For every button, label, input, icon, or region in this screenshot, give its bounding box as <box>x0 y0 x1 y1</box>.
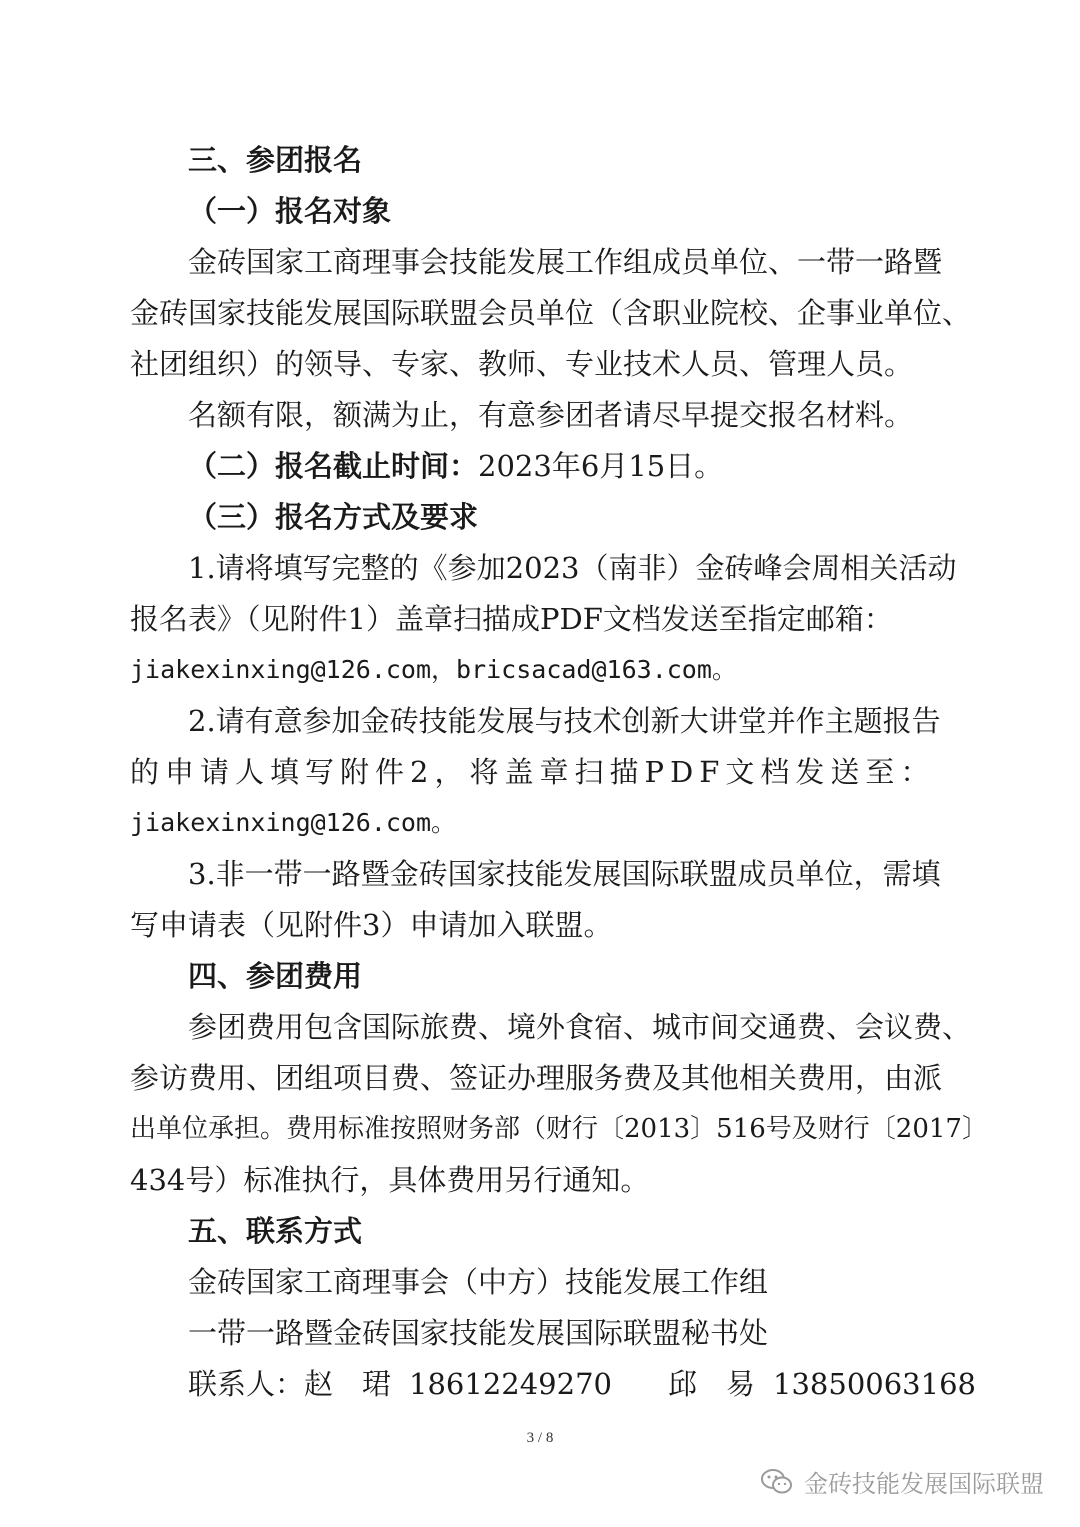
deadline-label: （二）报名截止时间： <box>188 449 479 483</box>
paragraph-line: 3.非一带一路暨金砖国家技能发展国际联盟成员单位，需填 <box>188 857 941 891</box>
deadline-value: 2023年6月15日。 <box>478 449 724 483</box>
contact-person-phone: 18612249270 <box>409 1367 612 1401</box>
paragraph-line: 报名表》（见附件1）盖章扫描成PDF文档发送至指定邮箱： <box>130 602 893 636</box>
paragraph-line: 434号）标准执行，具体费用另行通知。 <box>130 1163 650 1197</box>
subheading-registration-target: （一）报名对象 <box>188 194 392 228</box>
contact-person-name: 邱 易 <box>668 1367 756 1401</box>
paragraph-line: 的申请人填写附件2，将盖章扫描PDF文档发送至： <box>130 755 936 789</box>
paragraph-line: 参访费用、团组项目费、签证办理服务费及其他相关费用，由派 <box>130 1061 943 1095</box>
email-address: jiakexinxing@126.com。 <box>130 808 457 837</box>
paragraph-line: 出单位承担。费用标准按照财务部（财行〔2013〕516号及财行〔2017〕 <box>130 1114 988 1144</box>
paragraph-line: 写申请表（见附件3）申请加入联盟。 <box>130 908 613 942</box>
section-heading-registration: 三、参团报名 <box>188 143 363 177</box>
contact-persons <box>188 1364 1018 1404</box>
section-heading-contact: 五、联系方式 <box>188 1214 363 1248</box>
wechat-watermark <box>760 1464 1044 1499</box>
section-heading-fees: 四、参团费用 <box>188 959 363 993</box>
paragraph-line: 1.请将填写完整的《参加2023（南非）金砖峰会周相关活动 <box>188 551 957 585</box>
paragraph-line: 2.请有意参加金砖技能发展与技术创新大讲堂并作主题报告 <box>188 704 941 738</box>
paragraph-line: 参团费用包含国际旅费、境外食宿、城市间交通费、会议费、 <box>188 1010 972 1044</box>
wechat-icon <box>760 1468 794 1496</box>
email-addresses: jiakexinxing@126.com，bricsacad@163.com。 <box>130 655 737 684</box>
watermark-text: 金砖技能发展国际联盟 <box>804 1470 1044 1498</box>
deadline-line <box>188 446 1018 486</box>
paragraph-line: 社团组织）的领导、专家、教师、专业技术人员、管理人员。 <box>130 347 914 381</box>
paragraph-line: 名额有限，额满为止，有意参团者请尽早提交报名材料。 <box>188 398 914 432</box>
contact-person-phone: 13850063168 <box>773 1367 976 1401</box>
paragraph-line: 金砖国家工商理事会技能发展工作组成员单位、一带一路暨 <box>188 245 943 279</box>
contact-secretariat: 一带一路暨金砖国家技能发展国际联盟秘书处 <box>188 1316 769 1350</box>
subheading-registration-method: （三）报名方式及要求 <box>188 500 479 534</box>
paragraph-line: 金砖国家技能发展国际联盟会员单位（含职业院校、企事业单位、 <box>130 296 972 330</box>
contact-organization: 金砖国家工商理事会（中方）技能发展工作组 <box>188 1265 769 1299</box>
page-number: 3 / 8 <box>526 1430 554 1446</box>
contact-label: 联系人： <box>188 1367 305 1401</box>
contact-person-name: 赵 珺 <box>304 1367 392 1401</box>
